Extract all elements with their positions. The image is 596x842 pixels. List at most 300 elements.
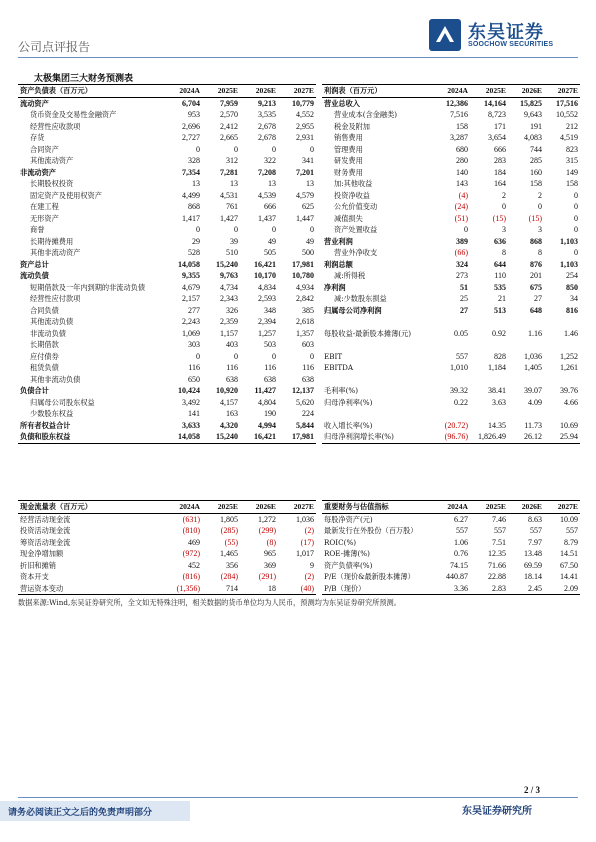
row-value	[434, 374, 470, 386]
header-divider	[18, 57, 578, 58]
table-row	[322, 339, 580, 351]
year-header: 2027E	[544, 501, 580, 514]
row-value: 171	[494, 121, 506, 131]
row-label: P/E（现价&最新股本摊薄）	[324, 572, 415, 581]
table-row	[322, 259, 580, 271]
row-value: 25.94	[544, 431, 580, 443]
row-value: 4.09	[528, 397, 542, 407]
table-row	[322, 571, 580, 583]
row-value: (285)	[220, 526, 238, 535]
table-row	[18, 351, 316, 363]
row-value: 184	[494, 167, 506, 177]
table-row	[322, 328, 580, 340]
row-value: 7,281	[220, 167, 238, 177]
row-value: (51)	[454, 213, 468, 223]
row-value: 823	[566, 144, 578, 154]
row-value: 4,679	[182, 282, 200, 292]
row-value: 4,320	[220, 420, 238, 430]
data-source-note: 数据来源:Wind,东吴证券研究所，全文如无特殊注明，相关数据的货币单位均为人民币，预测均为东吴证券研究所预测。	[18, 598, 401, 607]
row-label: 每股收益-最新股本摊薄(元)	[324, 328, 412, 338]
table-row	[18, 121, 316, 133]
row-value: 34	[570, 294, 578, 303]
row-value: 2,696	[182, 121, 200, 131]
row-value	[470, 374, 508, 386]
row-label: 货币资金及交易性金融资产	[30, 110, 117, 119]
row-value: 4,934	[296, 282, 314, 292]
row-value: 2,931	[296, 133, 314, 142]
row-value: 11.73	[524, 420, 542, 430]
row-label: 长期待摊费用	[30, 236, 74, 246]
row-value: 341	[302, 156, 314, 165]
row-value: 1,261	[560, 363, 578, 372]
row-value: (631)	[182, 514, 200, 524]
row-value: (299)	[258, 526, 276, 535]
table-row	[322, 525, 580, 537]
row-value: 0	[310, 144, 314, 154]
row-value: (24)	[454, 202, 468, 211]
row-value: 12,386	[446, 98, 468, 108]
income-statement-table	[322, 84, 580, 444]
row-label: 减:所得税	[334, 271, 366, 280]
row-value: 4,519	[560, 133, 578, 142]
row-value: (284)	[220, 572, 238, 581]
row-value: 2,343	[220, 294, 238, 303]
table-row	[18, 362, 316, 374]
table-row	[18, 109, 316, 121]
row-value	[508, 374, 544, 386]
table-row	[18, 328, 316, 340]
row-label: 营业利润	[324, 236, 353, 246]
table-row	[322, 201, 580, 213]
cash-flow-table	[18, 500, 316, 595]
row-value: 15,825	[520, 98, 542, 108]
row-value: 71.66	[488, 560, 506, 570]
row-value: 39.07	[524, 386, 542, 395]
row-value	[470, 339, 508, 351]
row-value: 0	[574, 190, 578, 200]
balance-sheet-table	[18, 84, 316, 444]
row-value: 9,213	[258, 98, 276, 108]
row-value: 13.48	[524, 549, 542, 558]
row-label: 其他流动资产	[30, 156, 74, 165]
row-value: (816)	[182, 572, 200, 581]
table-row	[322, 270, 580, 282]
row-value: 452	[188, 560, 200, 570]
year-header: 2024A	[434, 501, 470, 514]
row-value: 283	[494, 156, 506, 165]
row-value: 5,620	[296, 397, 314, 407]
row-value: 13	[230, 179, 238, 188]
table-row	[18, 270, 316, 282]
row-label	[322, 408, 434, 420]
row-value: (8)	[266, 537, 276, 547]
row-label: 财务费用	[334, 167, 363, 177]
row-value: 273	[456, 271, 468, 280]
row-value: 26.12	[508, 431, 544, 443]
row-value: 13	[192, 179, 200, 188]
row-label: 现金净增加额	[20, 549, 64, 558]
row-value: 0	[574, 202, 578, 211]
row-value	[508, 339, 544, 351]
row-value: 503	[264, 340, 276, 349]
row-value: 1,157	[220, 328, 238, 338]
row-value: 0	[502, 202, 506, 211]
row-label: 应付债券	[30, 351, 59, 361]
row-label: 合同负债	[30, 305, 59, 315]
row-value: 12,137	[292, 386, 314, 395]
row-value: 158	[530, 179, 542, 188]
row-value: (15)	[492, 213, 506, 223]
row-label: 筹资活动现金流	[20, 537, 71, 547]
row-label: 归属母公司净利润	[324, 305, 382, 315]
row-value: 39.76	[560, 386, 578, 395]
row-label: 研发费用	[334, 156, 363, 165]
row-value: 557	[494, 526, 506, 535]
row-value: (20.72)	[444, 420, 468, 430]
year-header: 2027E	[544, 85, 580, 98]
row-value: 3,654	[488, 133, 506, 142]
row-value: (17)	[300, 537, 314, 547]
row-value: 1,826.49	[470, 431, 508, 443]
row-value: 638	[226, 374, 238, 384]
row-value: 1.46	[564, 328, 578, 338]
row-label: 归母净利润增长率(%)	[322, 431, 434, 443]
row-value: 21	[498, 294, 506, 303]
row-value: 22.88	[488, 572, 506, 581]
row-value: 2,955	[296, 121, 314, 131]
row-value: 10.09	[560, 514, 578, 524]
row-value: 39	[230, 236, 238, 246]
row-value: 13	[268, 179, 276, 188]
table-row	[18, 420, 316, 432]
table-row	[322, 374, 580, 386]
row-value: 2,359	[220, 317, 238, 326]
table-row	[322, 247, 580, 259]
row-value: 2,727	[182, 133, 200, 142]
row-value: 110	[494, 271, 506, 280]
year-header: 2025E	[202, 85, 240, 98]
row-value: 648	[530, 305, 542, 315]
row-value: 51	[460, 282, 468, 292]
row-value: 6,704	[182, 98, 200, 108]
table-row	[322, 155, 580, 167]
row-value: 500	[302, 248, 314, 257]
row-value: 27	[534, 294, 542, 303]
table-row	[18, 397, 316, 409]
row-value: 10,780	[292, 271, 314, 280]
row-value: 1,447	[296, 213, 314, 223]
row-value: 0	[234, 225, 238, 234]
row-value: 0	[196, 225, 200, 234]
row-value: 4,804	[258, 397, 276, 407]
row-value: (4)	[458, 190, 468, 200]
row-label: 经营活动现金流	[20, 514, 71, 524]
row-value: 714	[202, 583, 240, 595]
row-value: 224	[302, 409, 314, 418]
row-label: 资产总计	[20, 259, 49, 269]
row-value: 953	[188, 110, 200, 119]
row-value: 1,357	[296, 328, 314, 338]
row-value: 0.22	[454, 397, 468, 407]
row-value: 505	[264, 248, 276, 257]
logo-english-name: SOOCHOW SECURITIES	[468, 41, 554, 48]
row-value: 850	[566, 282, 578, 292]
row-value: 528	[188, 248, 200, 257]
row-value: 15,240	[216, 259, 238, 269]
row-value: 312	[226, 156, 238, 165]
row-label: 短期借款及一年内到期的非流动负债	[30, 282, 146, 292]
row-value: (2)	[304, 572, 314, 581]
row-label: 公允价值变动	[334, 202, 378, 211]
row-value	[470, 316, 508, 328]
row-value: 160	[530, 167, 542, 177]
row-value	[434, 316, 470, 328]
row-value: 7.97	[528, 537, 542, 547]
row-value: 1,417	[182, 213, 200, 223]
row-value: 3	[538, 225, 542, 234]
row-label: 资产处置收益	[334, 225, 378, 234]
row-value: 116	[226, 363, 238, 372]
row-value: 190	[264, 409, 276, 418]
row-value: 14,058	[178, 259, 200, 269]
row-value: 348	[264, 305, 276, 315]
table-row	[322, 144, 580, 156]
row-value: 15,240	[202, 431, 240, 443]
table-row	[322, 109, 580, 121]
row-label: 租赁负债	[30, 363, 59, 372]
row-value	[434, 408, 470, 420]
row-value: 1,010	[450, 363, 468, 372]
row-value: 2,412	[220, 121, 238, 131]
table-title: 现金流量表（百万元）	[18, 501, 164, 514]
table-row	[18, 247, 316, 259]
row-value: 0.92	[492, 328, 506, 338]
row-value: 158	[456, 121, 468, 131]
row-label: 税金及附加	[334, 121, 370, 131]
row-value: 0	[196, 144, 200, 154]
row-value: 625	[302, 202, 314, 211]
table-header-row	[18, 85, 316, 98]
row-value: 868	[188, 202, 200, 211]
row-value	[544, 339, 580, 351]
row-value: 1,036	[296, 514, 314, 524]
table-row	[322, 420, 580, 432]
row-label: 减:少数股东损益	[334, 294, 387, 303]
row-value: 141	[188, 409, 200, 418]
year-header: 2025E	[470, 85, 508, 98]
row-label: EBITDA	[324, 363, 354, 372]
row-value: 14.41	[560, 572, 578, 581]
table-row	[18, 374, 316, 386]
row-value: 7.51	[492, 537, 506, 547]
row-label: 负债和股东权益	[18, 431, 164, 443]
year-header: 2027E	[278, 85, 316, 98]
row-value: 0	[234, 144, 238, 154]
table-row	[18, 293, 316, 305]
table-row	[18, 385, 316, 397]
row-value: 10,779	[292, 98, 314, 108]
row-value: 4,552	[296, 110, 314, 119]
table-row	[18, 431, 316, 443]
row-label: 其他流动负债	[30, 317, 74, 326]
row-value: 10,552	[556, 110, 578, 119]
row-value	[470, 408, 508, 420]
row-value: 12.35	[488, 549, 506, 558]
year-header: 2025E	[470, 501, 508, 514]
row-label: 净利润	[324, 282, 346, 292]
row-value: 10,170	[254, 271, 276, 280]
row-value: 7,201	[296, 167, 314, 177]
row-label: 负债合计	[20, 386, 49, 395]
row-label: 折旧和摊销	[20, 560, 56, 570]
table-row	[18, 201, 316, 213]
row-value: 513	[494, 305, 506, 315]
row-value: 666	[494, 144, 506, 154]
row-value: 3,535	[258, 110, 276, 119]
row-value: 1,252	[560, 351, 578, 361]
row-value: 18.14	[524, 572, 542, 581]
row-value: 4,994	[258, 420, 276, 430]
row-value: 74.15	[450, 560, 468, 570]
row-label: 其他非流动资产	[30, 248, 81, 257]
row-label: 非流动资产	[20, 167, 56, 177]
table-row	[322, 213, 580, 225]
row-value: 27	[460, 305, 468, 315]
table-row	[322, 190, 580, 202]
row-value: 2,678	[258, 121, 276, 131]
row-label: 商誉	[30, 225, 45, 234]
table-row	[322, 548, 580, 560]
company-logo	[428, 16, 578, 56]
row-value: 1,257	[258, 328, 276, 338]
table-row	[18, 316, 316, 328]
row-value: 557	[530, 526, 542, 535]
row-value: 2,243	[182, 317, 200, 326]
row-value: 965	[264, 549, 276, 558]
table-title: 重要财务与估值指标	[322, 501, 434, 514]
row-value	[508, 316, 544, 328]
row-value: 326	[226, 305, 238, 315]
table-row	[322, 305, 580, 317]
row-value: 638	[264, 374, 276, 384]
row-label: 投资活动现金流	[20, 526, 71, 535]
row-value: 18	[240, 583, 278, 595]
row-label: 资产负债率(%)	[324, 560, 373, 570]
row-value: 0.05	[454, 328, 468, 338]
row-value: 116	[264, 363, 276, 372]
row-label	[322, 339, 434, 351]
row-value: 0	[310, 225, 314, 234]
table-row	[18, 560, 316, 572]
table-title: 资产负债表（百万元）	[18, 85, 164, 98]
row-value: 10,424	[178, 386, 200, 395]
row-value: 638	[302, 374, 314, 384]
row-value: 0	[196, 351, 200, 361]
table-row	[322, 537, 580, 549]
row-value: 140	[456, 167, 468, 177]
row-value: 149	[566, 167, 578, 177]
row-value: 0	[574, 225, 578, 234]
year-header: 2025E	[202, 501, 240, 514]
row-label: 最新发行在外股份（百万股）	[324, 526, 418, 535]
row-value	[544, 408, 580, 420]
row-label: 投资净收益	[334, 190, 370, 200]
row-value: 4,734	[220, 282, 238, 292]
row-value: 2.83	[470, 583, 508, 595]
row-value: 11,427	[254, 386, 276, 395]
row-label: EBIT	[324, 351, 343, 361]
row-value: 644	[494, 259, 506, 269]
row-label: 少数股东权益	[30, 409, 74, 418]
table-row	[18, 144, 316, 156]
row-value: 0.76	[454, 549, 468, 558]
row-value: 67.50	[560, 560, 578, 570]
table-row	[18, 236, 316, 248]
row-value: 0	[574, 213, 578, 223]
row-label: 营运资本变动	[18, 583, 164, 595]
row-value: 761	[226, 202, 238, 211]
row-value: 8.63	[528, 514, 542, 524]
row-value: 17,981	[292, 259, 314, 269]
valuation-ratios-table	[322, 500, 580, 595]
row-value: 2,593	[258, 294, 276, 303]
row-label: 经营性应付款项	[30, 294, 81, 303]
row-value: 0	[310, 351, 314, 361]
row-value: 17,981	[278, 431, 316, 443]
row-value: 4,083	[524, 133, 542, 142]
row-value	[434, 339, 470, 351]
row-value: 7,516	[450, 110, 468, 119]
table-row	[322, 121, 580, 133]
report-type-label: 公司点评报告	[18, 40, 91, 54]
row-label: 经营性应收款项	[30, 121, 81, 131]
row-label: 减值损失	[334, 213, 363, 223]
row-value: 277	[188, 305, 200, 315]
row-value: 322	[264, 156, 276, 165]
row-value: 201	[530, 271, 542, 280]
table-row	[18, 408, 316, 420]
row-label: P/B（现价）	[322, 583, 434, 595]
row-value: 636	[494, 236, 506, 246]
row-value: 254	[566, 271, 578, 280]
table-row	[322, 178, 580, 190]
row-value: 25	[460, 294, 468, 303]
table-row	[322, 583, 580, 595]
row-value: 2,157	[182, 294, 200, 303]
row-value: (40)	[278, 583, 316, 595]
row-label: ROE-摊薄(%)	[324, 549, 370, 558]
row-value: 8,723	[488, 110, 506, 119]
row-value: 1,805	[220, 514, 238, 524]
row-label: 归属母公司股东权益	[30, 397, 95, 407]
table-row	[18, 178, 316, 190]
table-row	[322, 224, 580, 236]
row-value: 14,058	[164, 431, 202, 443]
table-row	[322, 431, 580, 443]
row-label: 固定资产及使用权资产	[30, 190, 102, 200]
row-label: 资本开支	[20, 572, 49, 581]
table-row	[322, 397, 580, 409]
row-label: 其他非流动负债	[30, 374, 81, 384]
row-value: 3	[502, 225, 506, 234]
row-value: 164	[494, 179, 506, 188]
table-row	[18, 513, 316, 525]
row-value: 5,844	[296, 420, 314, 430]
row-value: 1,437	[258, 213, 276, 223]
row-value: 191	[530, 121, 542, 131]
row-value: 0	[272, 144, 276, 154]
row-value: 469	[188, 537, 200, 547]
